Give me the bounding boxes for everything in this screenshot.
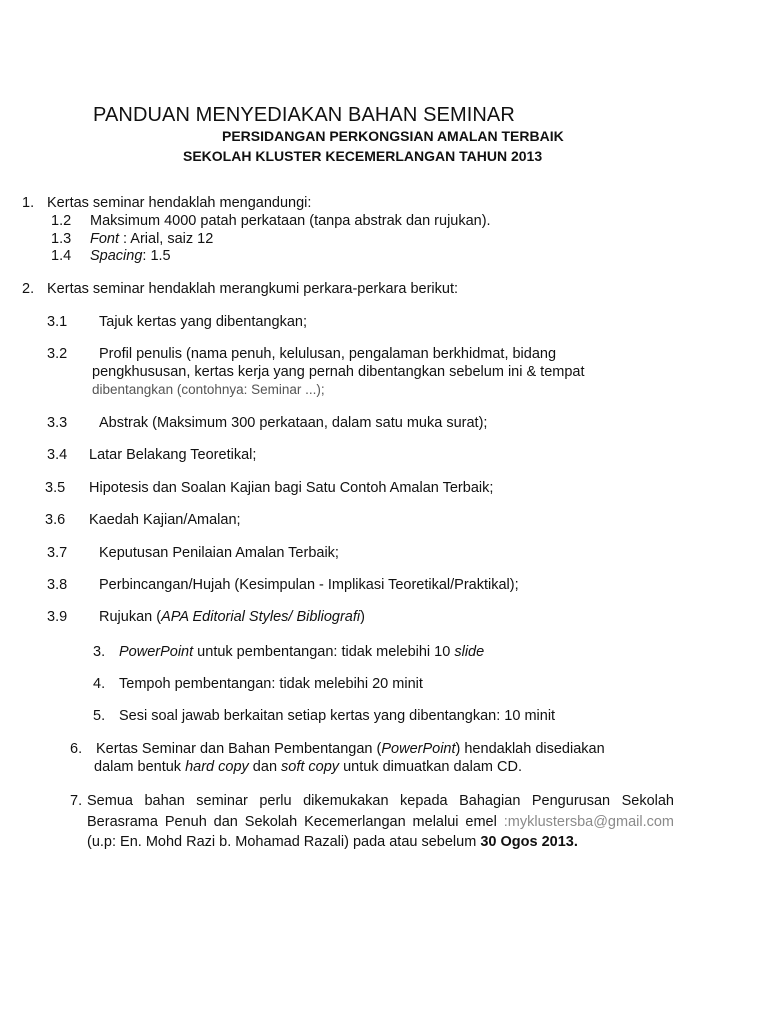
italic-hard-copy: hard copy xyxy=(185,759,249,775)
item-text: Sesi soal jawab berkaitan setiap kertas yang dibentangkan: 10 minit xyxy=(119,708,556,724)
page-title: PANDUAN MENYEDIAKAN BAHAN SEMINAR xyxy=(93,104,515,126)
email-link[interactable]: :myklustersba@gmail.com xyxy=(503,813,674,830)
sub-item-text: Kaedah Kajian/Amalan; xyxy=(89,512,241,528)
item-pre: Kertas Seminar dan Bahan Pembentangan ( xyxy=(96,741,382,757)
item-7-number: 7. xyxy=(70,793,83,809)
sub-item-text xyxy=(90,248,171,264)
sub-item-text: Latar Belakang Teoretikal; xyxy=(89,447,257,463)
item-number: 1. xyxy=(22,195,35,211)
sub-item-3-2 xyxy=(47,346,557,362)
sub-item-number: 3.8 xyxy=(47,577,68,593)
item-text xyxy=(119,644,484,660)
sub-item-1-4 xyxy=(51,248,171,264)
sub-item-3-5 xyxy=(45,480,494,496)
sub-item-text: Perbincangan/Hujah (Kesimpulan - Implikasi Teoretikal/Praktikal); xyxy=(99,577,519,593)
sub-item-number: 3.5 xyxy=(45,480,66,496)
item-number: 3. xyxy=(93,644,106,660)
item-7-text-1: Semua bahan seminar perlu dikemukakan kepada Bahagian Pengurusan Sekolah Berasrama Penuh dan Sekolah Kecemerlangan melalui emel xyxy=(87,793,674,830)
subtitle-line-1: PERSIDANGAN PERKONGSIAN AMALAN TERBAIK xyxy=(222,128,564,144)
line-pre: dalam bentuk xyxy=(94,759,186,775)
item-1 xyxy=(22,195,312,211)
item-text: Kertas seminar hendaklah mengandungi: xyxy=(47,195,312,211)
sub-item-number: 1.2 xyxy=(51,213,72,229)
item-post: ) hendaklah disediakan xyxy=(455,741,605,757)
italic-term: PowerPoint xyxy=(381,741,456,757)
sub-item-number: 3.3 xyxy=(47,415,68,431)
sub-item-number: 3.7 xyxy=(47,545,68,561)
item-number: 4. xyxy=(93,676,106,692)
item-6 xyxy=(70,741,605,757)
item-number: 5. xyxy=(93,708,106,724)
item-text: Tempoh pembentangan: tidak melebihi 20 minit xyxy=(119,676,423,692)
sub-item-text: Keputusan Penilaian Amalan Terbaik; xyxy=(99,545,339,561)
item-number: 6. xyxy=(70,741,83,757)
item-2 xyxy=(22,281,459,297)
sub-item-1-2 xyxy=(51,213,491,229)
italic-soft-copy: soft copy xyxy=(281,759,340,775)
sub-item-text: Maksimum 4000 patah perkataan (tanpa abstrak dan rujukan). xyxy=(90,213,491,229)
sub-item-3-3 xyxy=(47,415,488,431)
sub-item-rest: : 1.5 xyxy=(142,248,171,264)
sub-item-text: Profil penulis (nama penuh, kelulusan, pengalaman berkhidmat, bidang xyxy=(99,346,557,362)
italic-term: Font xyxy=(90,231,120,247)
sub-item-number: 1.3 xyxy=(51,231,72,247)
sub-item-3-2-line-3: dibentangkan (contohnya: Seminar ...); xyxy=(92,382,325,397)
sub-item-3-6 xyxy=(45,512,241,528)
italic-term-2: slide xyxy=(454,644,485,660)
sub-item-3-8 xyxy=(47,577,519,593)
line-post: untuk dimuatkan dalam CD. xyxy=(339,759,523,775)
item-5 xyxy=(93,708,556,724)
sub-item-number: 3.2 xyxy=(47,346,68,362)
sub-item-rest: : Arial, saiz 12 xyxy=(119,231,214,247)
sub-item-number: 3.1 xyxy=(47,314,68,330)
sub-item-number: 3.4 xyxy=(47,447,68,463)
ref-pre: Rujukan ( xyxy=(99,609,162,625)
sub-item-text xyxy=(90,231,213,247)
sub-item-number: 1.4 xyxy=(51,248,72,264)
item-text: Kertas seminar hendaklah merangkumi perkara-perkara berikut: xyxy=(47,281,459,297)
italic-term: PowerPoint xyxy=(119,644,194,660)
italic-term: Spacing xyxy=(90,248,143,264)
sub-item-text: Abstrak (Maksimum 300 perkataan, dalam satu muka surat); xyxy=(99,415,488,431)
sub-item-3-2-line-2: pengkhususan, kertas kerja yang pernah dibentangkan sebelum ini & tempat xyxy=(92,364,585,380)
sub-item-3-9 xyxy=(47,609,365,625)
sub-item-number: 3.9 xyxy=(47,609,68,625)
deadline-date: 30 Ogos 2013. xyxy=(480,834,578,850)
item-number: 2. xyxy=(22,281,35,297)
sub-item-text: Tajuk kertas yang dibentangkan; xyxy=(99,314,307,330)
item-3 xyxy=(93,644,485,660)
ref-post: ) xyxy=(360,609,365,625)
sub-item-3-4 xyxy=(47,447,257,463)
sub-item-text: Hipotesis dan Soalan Kajian bagi Satu Contoh Amalan Terbaik; xyxy=(89,480,494,496)
line-mid: dan xyxy=(248,759,282,775)
sub-item-3-1 xyxy=(47,314,307,330)
sub-item-3-7 xyxy=(47,545,339,561)
item-4 xyxy=(93,676,423,692)
item-6-line-2 xyxy=(94,759,522,775)
item-mid: untuk pembentangan: tidak melebihi 10 xyxy=(193,644,455,660)
subtitle-line-2: SEKOLAH KLUSTER KECEMERLANGAN TAHUN 2013 xyxy=(183,148,543,164)
sub-item-number: 3.6 xyxy=(45,512,66,528)
sub-item-1-3 xyxy=(51,231,214,247)
item-text xyxy=(96,741,605,757)
ref-italic: APA Editorial Styles/ Bibliografi xyxy=(161,609,361,625)
item-7-paragraph xyxy=(87,791,674,853)
item-7-text-2: (u.p: En. Mohd Razi b. Mohamad Razali) pada atau sebelum xyxy=(87,834,481,850)
sub-item-text xyxy=(99,609,365,625)
